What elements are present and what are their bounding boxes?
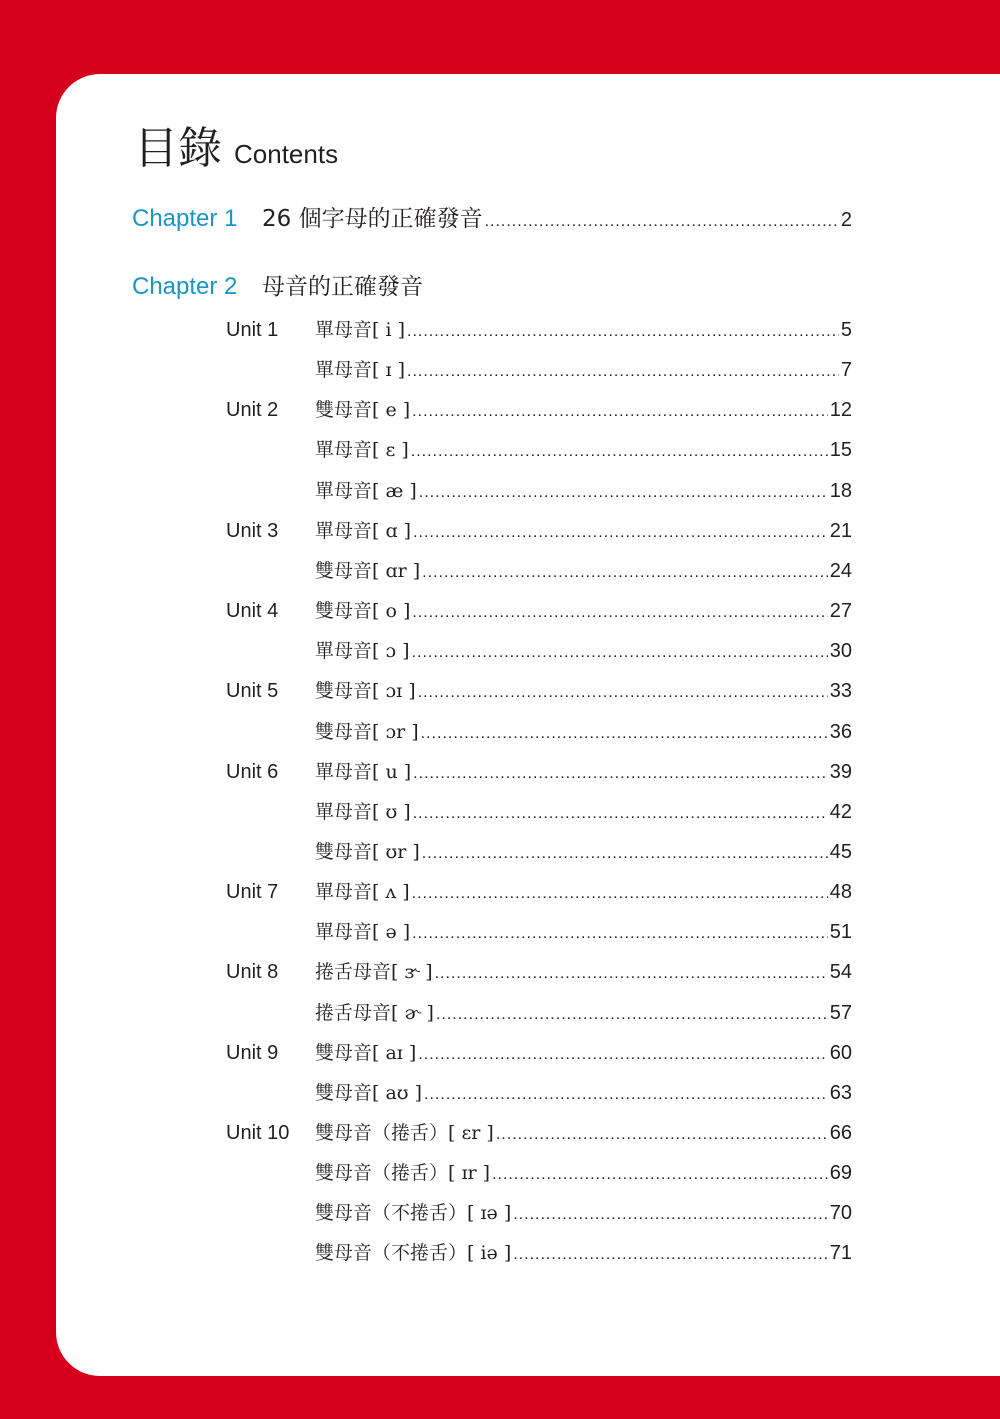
- page-number: 57: [829, 1001, 852, 1024]
- dot-leader: [419, 484, 828, 502]
- dot-leader: [492, 1166, 828, 1184]
- toc-entry[interactable]: [226, 1158, 852, 1190]
- unit-label: Unit 6: [226, 760, 279, 783]
- ipa-symbol: [ ʊ ]: [372, 800, 411, 823]
- page-number: 2: [840, 209, 852, 231]
- page-number: 5: [840, 319, 852, 341]
- toc-entry[interactable]: [226, 998, 852, 1030]
- unit-label: Unit 1: [226, 319, 279, 341]
- ipa-symbol: [ aɪ ]: [372, 1041, 417, 1064]
- toc-entry[interactable]: [226, 636, 852, 668]
- entry-label: 雙母音: [315, 399, 373, 422]
- ipa-symbol: [ ɔr ]: [372, 720, 419, 743]
- toc-entry[interactable]: [226, 596, 852, 628]
- unit-label: Unit 8: [226, 961, 279, 984]
- page-number: 21: [829, 519, 852, 542]
- dot-leader: [421, 725, 828, 743]
- ipa-symbol: [ iə ]: [467, 1242, 512, 1265]
- page-title: [134, 112, 338, 176]
- ipa-symbol: [ ɔ ]: [372, 640, 410, 663]
- entry-label: 單母音: [315, 319, 373, 341]
- toc-entry[interactable]: [226, 516, 852, 548]
- page-number: 27: [829, 600, 852, 623]
- ipa-symbol: [ ɑ ]: [372, 519, 412, 542]
- page-number: 60: [829, 1041, 852, 1064]
- dot-leader: [412, 644, 828, 662]
- ipa-symbol: [ e ]: [372, 399, 411, 422]
- ipa-symbol: [ æ ]: [372, 479, 417, 502]
- dot-leader: [413, 765, 828, 783]
- chapter-1-entry[interactable]: [132, 200, 852, 234]
- toc-entry[interactable]: [226, 476, 852, 508]
- dot-leader: [407, 363, 839, 381]
- ipa-symbol: [ ɔɪ ]: [372, 680, 416, 703]
- page-number: 30: [829, 640, 852, 663]
- entry-label: 單母音: [315, 800, 373, 823]
- toc-entry[interactable]: [226, 757, 852, 789]
- dot-leader: [513, 1206, 828, 1224]
- entry-label: 雙母音: [315, 1041, 373, 1064]
- page-number: 39: [829, 760, 852, 783]
- page-number: 15: [829, 439, 852, 462]
- toc-entry[interactable]: [226, 717, 852, 749]
- entry-label: 捲舌母音: [315, 961, 392, 984]
- page-number: 69: [829, 1162, 852, 1185]
- dot-leader: [407, 323, 839, 341]
- entry-label: 單母音: [315, 640, 373, 663]
- unit-label: Unit 4: [226, 600, 279, 623]
- unit-label: Unit 3: [226, 519, 279, 542]
- dot-leader: [412, 403, 828, 421]
- entry-label: 單母音: [315, 760, 373, 783]
- ipa-symbol: [ ɝ ]: [391, 961, 433, 984]
- toc-entry[interactable]: [226, 556, 852, 588]
- ipa-symbol: [ ɪ ]: [372, 359, 405, 382]
- entry-label: 單母音: [315, 519, 373, 542]
- unit-label: Unit 9: [226, 1041, 279, 1064]
- ipa-symbol: [ ɚ ]: [391, 1001, 434, 1024]
- entry-label: 雙母音: [315, 559, 373, 582]
- dot-leader: [435, 965, 828, 983]
- entry-label: 單母音: [315, 479, 373, 502]
- dot-leader: [412, 925, 828, 943]
- dot-leader: [422, 845, 828, 863]
- toc-entry[interactable]: [226, 1038, 852, 1070]
- page-number: 12: [829, 399, 852, 422]
- toc-entry[interactable]: [226, 315, 852, 347]
- chapter-label: Chapter 2: [132, 273, 238, 300]
- page-number: 48: [829, 881, 852, 904]
- dot-leader: [413, 805, 828, 823]
- entry-label: 雙母音: [315, 720, 373, 743]
- entry-label: 單母音: [315, 359, 373, 382]
- ipa-symbol: [ ɛ ]: [372, 439, 409, 462]
- entry-label: 雙母音（捲舌）: [315, 1122, 449, 1144]
- toc-entry[interactable]: [226, 676, 852, 708]
- unit-label: Unit 10: [226, 1122, 290, 1144]
- entry-label: 單母音: [315, 921, 373, 944]
- entry-label: 雙母音: [315, 600, 373, 623]
- page-number: 63: [829, 1081, 852, 1104]
- page-number: 51: [829, 921, 852, 944]
- ipa-symbol: [ ɪr ]: [448, 1162, 491, 1185]
- page-number: 70: [829, 1202, 852, 1225]
- page-number: 42: [829, 800, 852, 823]
- title-chinese: 目錄: [134, 123, 222, 174]
- dot-leader: [412, 885, 828, 903]
- dot-leader: [412, 604, 827, 622]
- toc-entry[interactable]: [226, 797, 852, 829]
- page-number: 33: [829, 680, 852, 703]
- toc-entry[interactable]: [226, 355, 852, 387]
- unit-label: Unit 5: [226, 680, 279, 703]
- dot-leader: [496, 1126, 828, 1144]
- entry-label: 雙母音: [315, 680, 373, 703]
- entry-label: 雙母音: [315, 1081, 373, 1104]
- ipa-symbol: [ ɑr ]: [372, 559, 421, 582]
- page-number: 54: [829, 961, 852, 984]
- chapter-2-heading[interactable]: [132, 268, 852, 302]
- chapter-label: Chapter 1: [132, 205, 238, 232]
- toc-entry[interactable]: [226, 1078, 852, 1110]
- page-number: 71: [829, 1242, 852, 1265]
- chapter-title: 26 個字母的正確發音: [262, 206, 483, 232]
- dot-leader: [418, 1046, 827, 1064]
- ipa-symbol: [ ə ]: [372, 921, 411, 944]
- chapter-title: 母音的正確發音: [262, 274, 423, 300]
- entry-label: 雙母音（不捲舌）: [315, 1202, 468, 1225]
- toc-entry[interactable]: [226, 1118, 852, 1150]
- page-number: 36: [829, 720, 852, 743]
- ipa-symbol: [ ɪə ]: [467, 1202, 512, 1225]
- page-number: 18: [829, 479, 852, 502]
- dot-leader: [413, 524, 828, 542]
- entry-label: 雙母音: [315, 840, 373, 863]
- toc-entry[interactable]: [226, 395, 852, 427]
- ipa-symbol: [ o ]: [372, 600, 411, 623]
- page-number: 24: [829, 559, 852, 582]
- ipa-symbol: [ ɛr ]: [448, 1122, 494, 1144]
- entry-label: 雙母音（不捲舌）: [315, 1242, 468, 1265]
- toc-entry[interactable]: [226, 957, 852, 989]
- page-number: 45: [829, 840, 852, 863]
- entry-label: 雙母音（捲舌）: [315, 1162, 449, 1185]
- unit-label: Unit 2: [226, 399, 279, 422]
- dot-leader: [513, 1246, 828, 1264]
- ipa-symbol: [ i ]: [372, 319, 405, 341]
- dot-leader: [422, 564, 828, 582]
- dot-leader: [485, 213, 839, 231]
- toc-entry[interactable]: [226, 1198, 852, 1230]
- dot-leader: [418, 684, 828, 702]
- toc-entry[interactable]: [226, 837, 852, 869]
- unit-label: Unit 7: [226, 881, 279, 904]
- page-number: 7: [840, 359, 852, 382]
- toc-entry[interactable]: [226, 877, 852, 909]
- dot-leader: [424, 1086, 828, 1104]
- toc-entry[interactable]: [226, 435, 852, 467]
- entry-label: 單母音: [315, 439, 373, 462]
- dot-leader: [411, 443, 828, 461]
- ipa-symbol: [ u ]: [372, 760, 412, 783]
- entry-label: 單母音: [315, 881, 373, 904]
- page-number: 66: [829, 1122, 852, 1144]
- ipa-symbol: [ aʊ ]: [372, 1081, 423, 1104]
- toc-entry[interactable]: [226, 1238, 852, 1270]
- title-english: Contents: [234, 139, 339, 169]
- entry-label: 捲舌母音: [315, 1001, 392, 1024]
- ipa-symbol: [ ʊr ]: [372, 840, 420, 863]
- dot-leader: [436, 1006, 828, 1024]
- toc-entry[interactable]: [226, 917, 852, 949]
- ipa-symbol: [ ʌ ]: [372, 881, 410, 904]
